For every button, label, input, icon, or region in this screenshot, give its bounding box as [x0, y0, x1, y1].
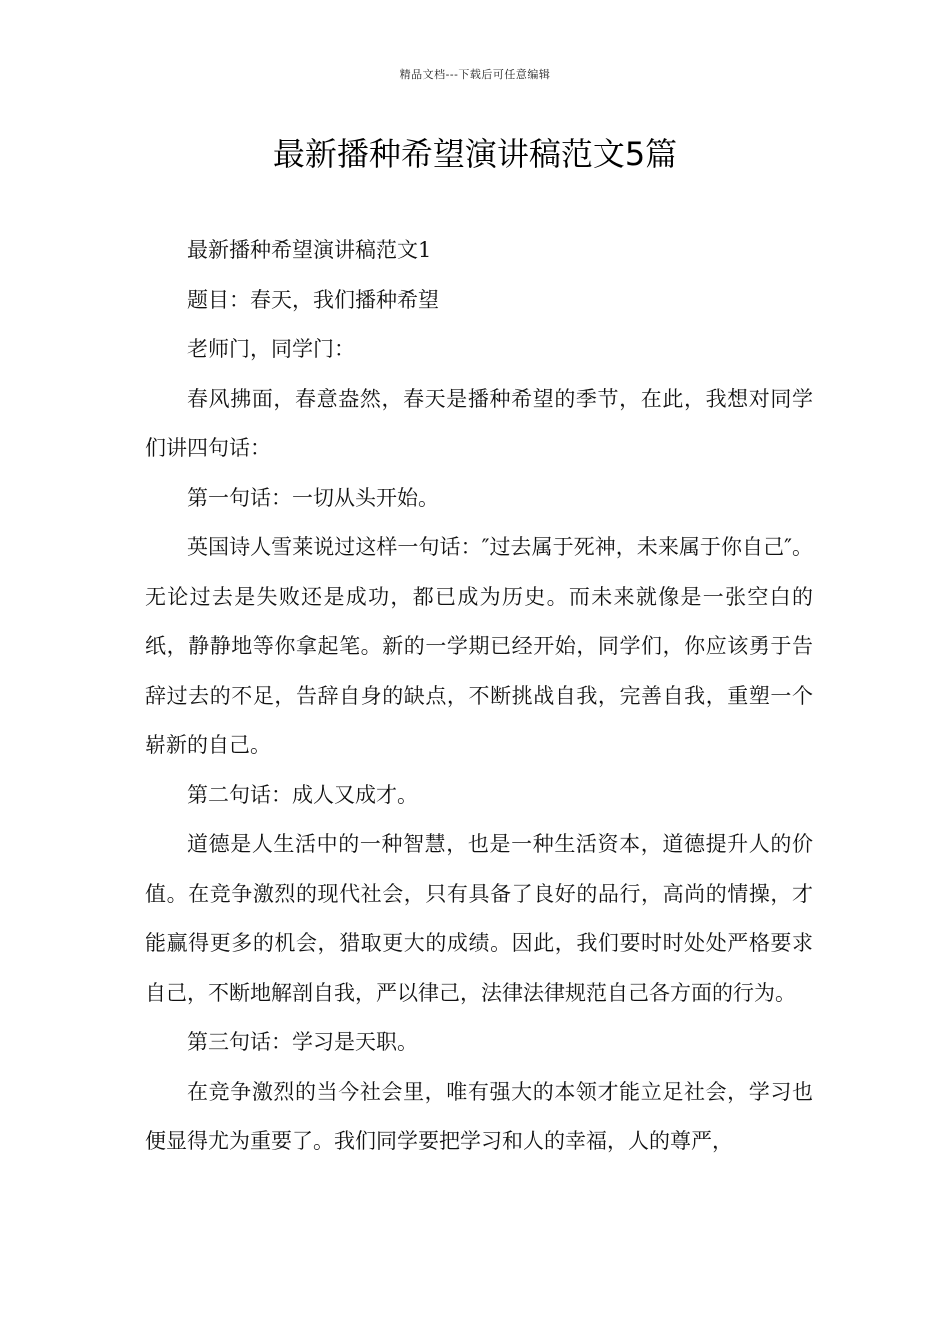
section-heading-3: 第三句话：学习是天职。: [187, 1030, 418, 1054]
body-paragraph: 道德是人生活中的一种智慧，也是一种生活资本，道德提升人的价值。在竞争激烈的现代社会，只有具备了良好的品行，高尚的情操，才能赢得更多的机会，猎取更大的成绩。因此，我们要时时处处严格要求自己，不断地解剖自我，严以律己，法律法律规范自己各方面的行为。: [145, 832, 813, 1005]
body-paragraph: 英国诗人雪莱说过这样一句话：″过去属于死神，未来属于你自己″。无论过去是失败还是成功，都已成为历史。而未来就像是一张空白的纸，静静地等你拿起笔。新的一学期已经开始，同学们，你应该勇于告辞过去的不足，告辞自身的缺点，不断挑战自我，完善自我，重塑一个崭新的自己。: [145, 535, 813, 757]
section-heading-1: 第一句话：一切从头开始。: [187, 485, 439, 510]
subtitle-paragraph: 最新播种希望演讲稿范文1: [187, 238, 432, 262]
document-body: [145, 226, 813, 1167]
topic-paragraph: 题目：春天，我们播种希望: [187, 287, 439, 312]
body-paragraph: 春风拂面，春意盎然，春天是播种希望的季节，在此，我想对同学们讲四句话：: [145, 386, 813, 460]
body-paragraph: 在竞争激烈的当今社会里，唯有强大的本领才能立足社会，学习也便显得尤为重要了。我们同学要把学习和人的幸福，人的尊严，: [145, 1079, 813, 1153]
document-title: 最新播种希望演讲稿范文5篇: [272, 135, 678, 173]
section-heading-2: 第二句话：成人又成才。: [187, 782, 418, 807]
header-note: 精品文档---下载后可任意编辑: [399, 68, 551, 81]
salutation-paragraph: 老师门，同学门：: [187, 337, 355, 361]
